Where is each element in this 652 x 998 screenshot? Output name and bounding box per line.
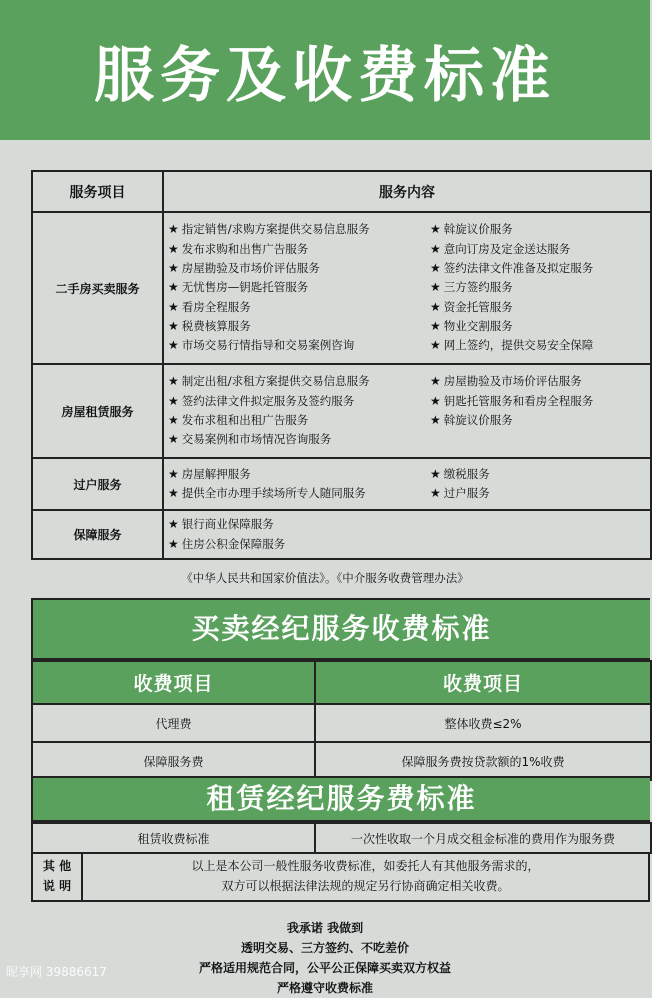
other-notes-label — [33, 852, 83, 900]
watermark: 昵享网 39886617 — [6, 965, 107, 979]
fee-value: 整体收费≤2% — [315, 704, 651, 742]
col-header-service-item: 服务项目 — [32, 171, 163, 212]
fee-item: 保障服务费 — [32, 742, 315, 780]
service-category: 保障服务 — [32, 510, 163, 559]
list-item-label: 网上签约，提供交易安全保障 — [443, 338, 594, 353]
star-icon: ★ — [168, 299, 179, 314]
service-items-column — [430, 465, 490, 504]
list-item — [430, 411, 593, 430]
star-icon: ★ — [168, 413, 179, 427]
list-item-label: 斡旋议价服务 — [443, 413, 513, 427]
star-icon: ★ — [430, 318, 441, 333]
list-item — [168, 259, 430, 278]
star-icon: ★ — [168, 374, 179, 389]
list-item-label: 市场交易行情指导和交易案例咨询 — [181, 338, 355, 353]
star-icon: ★ — [168, 280, 179, 295]
list-item — [168, 515, 430, 534]
list-item — [168, 298, 430, 317]
star-icon: ★ — [168, 536, 179, 551]
list-item-label: 无忧售房—钥匙托管服务 — [181, 280, 309, 295]
list-item — [430, 317, 593, 336]
star-icon: ★ — [430, 338, 441, 353]
promise-block — [0, 918, 650, 998]
star-icon: ★ — [168, 517, 179, 532]
list-item-label: 房屋解押服务 — [181, 466, 251, 481]
law-reference: 《中华人民共和国家价值法》。《中介服务收费管理办法》 — [181, 571, 469, 585]
list-item-label: 指定销售/求购方案提供交易信息服务 — [181, 222, 370, 237]
star-icon: ★ — [430, 486, 441, 500]
service-row — [32, 510, 651, 559]
star-icon: ★ — [168, 486, 179, 500]
service-table — [31, 170, 652, 560]
other-notes-text — [83, 852, 648, 900]
rent-fee-table — [31, 822, 652, 854]
service-category: 房屋租赁服务 — [32, 364, 163, 458]
star-icon: ★ — [430, 261, 441, 276]
rent-fee-title: 租赁经纪服务费标准 — [31, 776, 650, 822]
list-item — [168, 535, 430, 554]
list-item — [430, 278, 593, 297]
col-header-service-content: 服务内容 — [163, 171, 651, 212]
list-item — [430, 484, 490, 503]
list-item-label: 发布求租和出租广告服务 — [181, 413, 309, 427]
service-items-column — [168, 220, 430, 355]
service-category: 过户服务 — [32, 458, 163, 510]
list-item-label: 房屋勘验及市场价评估服务 — [181, 261, 320, 276]
list-item-label: 签约法律文件拟定服务及签约服务 — [181, 393, 355, 408]
list-item-label: 斡旋议价服务 — [443, 222, 513, 237]
list-item — [430, 259, 593, 278]
sale-fee-table — [31, 660, 652, 781]
list-item — [168, 411, 430, 430]
list-item-label: 意向订房及定金送达服务 — [443, 241, 571, 256]
list-item — [430, 465, 490, 484]
service-category: 二手房买卖服务 — [32, 212, 163, 364]
star-icon: ★ — [168, 222, 179, 237]
list-item — [430, 392, 593, 411]
star-icon: ★ — [168, 432, 179, 447]
star-icon: ★ — [168, 466, 179, 481]
star-icon: ★ — [430, 374, 441, 389]
star-icon: ★ — [430, 393, 441, 408]
star-icon: ★ — [168, 261, 179, 276]
star-icon: ★ — [430, 280, 441, 295]
service-items-column — [168, 465, 430, 504]
list-item-label: 发布求购和出售广告服务 — [181, 241, 309, 256]
service-table-header — [32, 171, 651, 212]
star-icon: ★ — [430, 222, 441, 237]
list-item-label: 签约法律文件准备及拟定服务 — [443, 261, 594, 276]
table-row — [32, 742, 651, 780]
list-item-label: 提供全市办理手续场所专人随同服务 — [181, 486, 366, 500]
sale-fee-title: 买卖经纪服务收费标准 — [31, 598, 650, 660]
other-label-line: 说 明 — [42, 879, 72, 893]
list-item-label: 三方签约服务 — [443, 280, 513, 295]
fee-col-header: 收费项目 — [315, 661, 651, 704]
star-icon: ★ — [168, 338, 179, 353]
star-icon: ★ — [168, 318, 179, 333]
fee-value: 保障服务费按贷款额的1%收费 — [315, 742, 651, 780]
fee-item: 租赁收费标准 — [32, 823, 315, 853]
star-icon: ★ — [430, 241, 441, 256]
fee-value: 一次性收取一个月成交租金标准的费用作为服务费 — [315, 823, 651, 853]
list-item — [430, 240, 593, 259]
service-items — [163, 510, 651, 559]
list-item-label: 税费核算服务 — [181, 318, 251, 333]
list-item-label: 住房公积金保障服务 — [181, 536, 286, 551]
other-text-line: 双方可以根据法律法规的规定另行协商确定相关收费。 — [221, 879, 510, 893]
other-notes — [31, 852, 650, 902]
other-label-line: 其 他 — [42, 859, 72, 873]
star-icon: ★ — [168, 393, 179, 408]
list-item — [430, 336, 593, 355]
header-banner — [0, 0, 650, 140]
list-item — [168, 484, 430, 503]
service-items-column — [168, 372, 430, 449]
star-icon: ★ — [430, 299, 441, 314]
list-item — [168, 430, 430, 449]
list-item — [168, 220, 430, 239]
list-item-label: 物业交割服务 — [443, 318, 513, 333]
list-item-label: 过户服务 — [443, 486, 490, 500]
list-item — [168, 240, 430, 259]
list-item — [430, 298, 593, 317]
list-item — [168, 278, 430, 297]
list-item-label: 交易案例和市场情况咨询服务 — [181, 432, 332, 447]
list-item — [168, 465, 430, 484]
fee-item: 代理费 — [32, 704, 315, 742]
list-item — [168, 392, 430, 411]
service-items — [163, 364, 651, 458]
service-items — [163, 458, 651, 510]
list-item-label: 制定出租/求租方案提供交易信息服务 — [181, 374, 370, 389]
list-item-label: 房屋勘验及市场价评估服务 — [443, 374, 582, 389]
star-icon: ★ — [168, 241, 179, 256]
list-item-label: 缴税服务 — [443, 466, 490, 481]
star-icon: ★ — [430, 413, 441, 427]
service-items-column — [430, 372, 593, 449]
list-item — [430, 372, 593, 391]
other-text-line: 以上是本公司一般性服务收费标准，如委托人有其他服务需求的， — [191, 859, 540, 873]
table-row — [32, 823, 651, 853]
service-items-column — [430, 220, 593, 355]
promise-line: 严格适用规范合同，公平公正保障买卖双方权益 — [198, 961, 451, 975]
list-item-label: 银行商业保障服务 — [181, 517, 274, 532]
list-item-label: 资金托管服务 — [443, 299, 513, 314]
promise-line: 严格遵守收费标准 — [276, 981, 373, 995]
fee-col-header: 收费项目 — [32, 661, 315, 704]
service-row — [32, 458, 651, 510]
service-row — [32, 364, 651, 458]
service-items — [163, 212, 651, 364]
list-item — [168, 336, 430, 355]
list-item-label: 看房全程服务 — [181, 299, 251, 314]
promise-line: 透明交易、三方签约、不吃差价 — [240, 941, 409, 955]
service-row — [32, 212, 651, 364]
service-items-column — [168, 515, 430, 554]
page-title: 服务及收费标准 — [94, 41, 556, 111]
star-icon: ★ — [430, 466, 441, 481]
list-item — [430, 220, 593, 239]
list-item-label: 钥匙托管服务和看房全程服务 — [443, 393, 594, 408]
list-item — [168, 317, 430, 336]
list-item — [168, 372, 430, 391]
promise-line: 我承诺 我做到 — [286, 921, 364, 935]
table-row — [32, 704, 651, 742]
